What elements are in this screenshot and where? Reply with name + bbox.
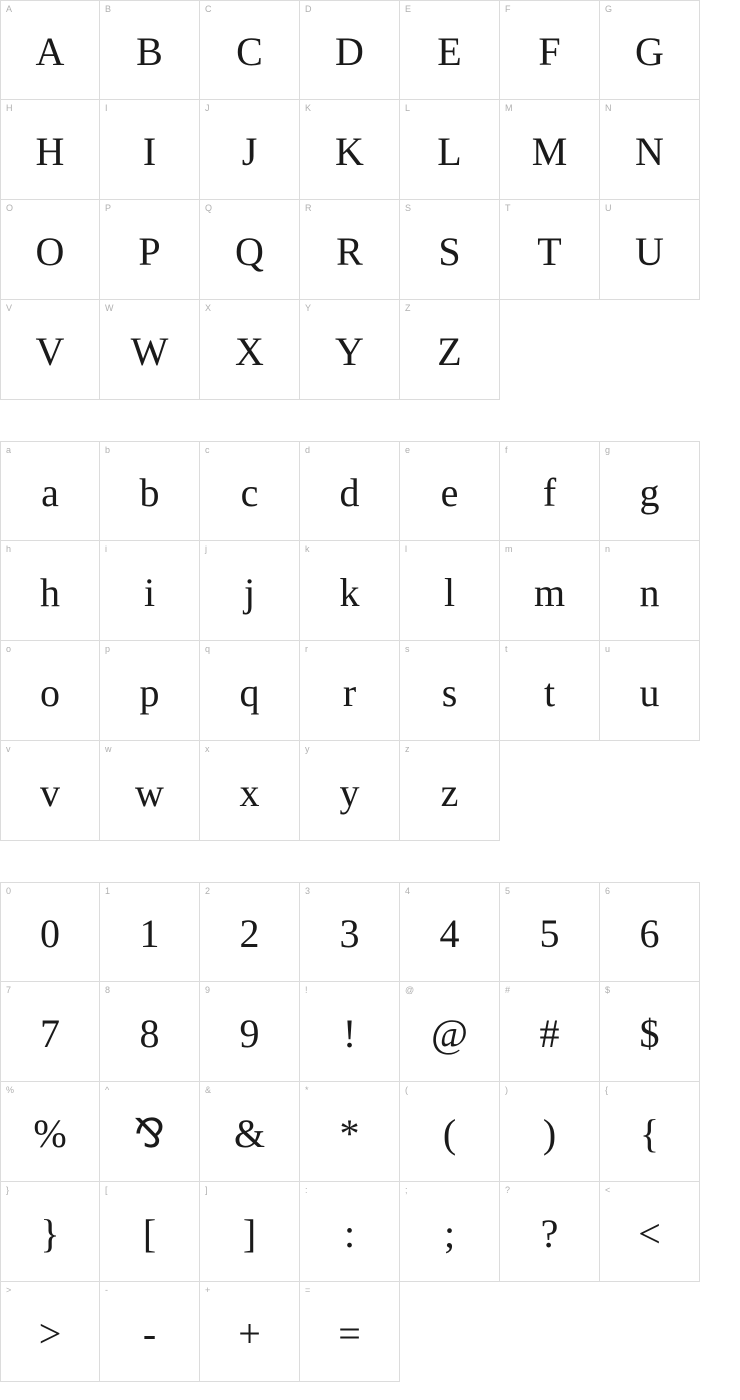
glyph-label: K: [305, 103, 312, 113]
glyph-cell: [500, 1082, 600, 1182]
glyph-label: *: [305, 1085, 309, 1095]
glyph-cell: [500, 1182, 600, 1282]
glyph-label: A: [6, 4, 13, 14]
glyph-character: m: [533, 569, 566, 615]
glyph-label: 0: [6, 886, 12, 896]
glyph-label: :: [305, 1185, 308, 1195]
glyph-label: Y: [305, 303, 312, 313]
glyph-cell: [200, 541, 300, 641]
glyph-cell: [600, 200, 700, 300]
glyph-label: 2: [205, 886, 211, 896]
glyph-grid-uppercase: [0, 0, 700, 400]
glyph-character: H: [35, 128, 65, 174]
glyph-label: -: [105, 1285, 108, 1295]
glyph-cell: [100, 0, 200, 100]
glyph-label: ^: [105, 1085, 110, 1095]
glyph-character: B: [136, 29, 163, 74]
glyph-character: l: [443, 569, 456, 615]
glyph-cell: [500, 982, 600, 1082]
glyph-character: y: [339, 769, 360, 815]
glyph-label: N: [605, 103, 612, 113]
glyph-character: 2: [239, 911, 260, 956]
glyph-character: 3: [339, 911, 360, 956]
glyph-label: j: [205, 544, 207, 554]
glyph-cell: [300, 882, 400, 982]
glyph-label: P: [105, 203, 112, 213]
glyph-character: A: [35, 29, 65, 74]
glyph-character: Y: [335, 328, 364, 374]
glyph-label: V: [6, 303, 13, 313]
glyph-cell: [500, 541, 600, 641]
glyph-label: ?: [505, 1185, 511, 1195]
glyph-character: 6: [639, 911, 660, 956]
glyph-cell: [600, 1182, 700, 1282]
glyph-label: F: [505, 4, 511, 14]
glyph-character: =: [338, 1310, 361, 1356]
glyph-character: P: [138, 228, 161, 274]
glyph-label: 8: [105, 985, 111, 995]
glyph-cell: [400, 441, 500, 541]
glyph-cell: [200, 882, 300, 982]
glyph-character: 0: [40, 911, 60, 956]
glyph-character: R: [336, 228, 363, 274]
glyph-label: M: [505, 103, 513, 113]
glyph-cell: [100, 1182, 200, 1282]
glyph-character: q: [239, 669, 260, 715]
glyph-section-digits-and-symbols: [0, 882, 740, 1382]
glyph-character: V: [35, 328, 65, 374]
glyph-label: T: [505, 203, 511, 213]
glyph-character: g: [639, 470, 660, 515]
glyph-character: O: [35, 228, 65, 274]
glyph-cell: [500, 100, 600, 200]
glyph-cell: [0, 0, 100, 100]
glyph-cell: [400, 541, 500, 641]
glyph-cell: [100, 100, 200, 200]
glyph-character: e: [440, 470, 459, 515]
glyph-cell: [0, 1282, 100, 1382]
glyph-cell: [400, 100, 500, 200]
glyph-label: W: [105, 303, 114, 313]
glyph-character: !: [342, 1010, 357, 1056]
glyph-character: D: [335, 29, 364, 74]
glyph-label: S: [405, 203, 412, 213]
glyph-cell: [300, 641, 400, 741]
glyph-cell: [300, 441, 400, 541]
glyph-label: k: [305, 544, 310, 554]
glyph-cell: [400, 0, 500, 100]
glyph-character: G: [635, 29, 664, 74]
glyph-label: I: [105, 103, 108, 113]
glyph-label: ): [505, 1085, 508, 1095]
glyph-character: k: [339, 569, 360, 615]
glyph-cell: [300, 300, 400, 400]
glyph-label: p: [105, 644, 111, 654]
glyph-character: ;: [443, 1210, 456, 1256]
glyph-cell: [600, 541, 700, 641]
glyph-label: 7: [6, 985, 12, 995]
glyph-character: Z: [437, 328, 462, 374]
glyph-cell: [100, 1282, 200, 1382]
glyph-label: 9: [205, 985, 211, 995]
glyph-cell: [600, 882, 700, 982]
glyph-label: x: [205, 744, 210, 754]
glyph-character: ): [542, 1110, 557, 1156]
glyph-label: 3: [305, 886, 311, 896]
glyph-label: a: [6, 445, 12, 455]
glyph-character: [: [142, 1210, 157, 1256]
glyph-cell: [600, 1082, 700, 1182]
glyph-cell: [200, 200, 300, 300]
glyph-character: a: [41, 470, 59, 515]
glyph-cell: [200, 300, 300, 400]
glyph-label: 1: [105, 886, 111, 896]
glyph-label: o: [6, 644, 12, 654]
glyph-label: z: [405, 744, 410, 754]
glyph-cell: [300, 1182, 400, 1282]
glyph-cell: [0, 300, 100, 400]
glyph-label: =: [305, 1285, 311, 1295]
glyph-cell: [0, 882, 100, 982]
glyph-label: c: [205, 445, 210, 455]
glyph-character: &: [233, 1110, 266, 1156]
glyph-character: S: [438, 228, 461, 274]
glyph-character: {: [639, 1110, 660, 1156]
glyph-label: E: [405, 4, 412, 14]
glyph-cell: [600, 0, 700, 100]
glyph-cell: [100, 200, 200, 300]
glyph-cell: [100, 441, 200, 541]
glyph-character: -: [142, 1310, 157, 1356]
glyph-character: x: [239, 769, 260, 815]
glyph-character: C: [236, 29, 263, 74]
glyph-character: p: [139, 669, 160, 715]
glyph-character: 4: [439, 911, 460, 956]
glyph-character: f: [542, 470, 557, 515]
glyph-label: Z: [405, 303, 411, 313]
glyph-cell: [100, 541, 200, 641]
glyph-cell: [400, 300, 500, 400]
glyph-cell: [300, 200, 400, 300]
glyph-character: 1: [139, 911, 160, 956]
glyph-label: L: [405, 103, 411, 113]
glyph-label: {: [605, 1085, 609, 1095]
glyph-character: W: [130, 328, 169, 374]
glyph-character: r: [342, 669, 357, 715]
glyph-character: ⅋: [133, 1110, 166, 1156]
glyph-cell: [300, 100, 400, 200]
glyph-character: u: [639, 669, 660, 715]
glyph-label: 5: [505, 886, 511, 896]
glyph-label: y: [305, 744, 310, 754]
glyph-label: h: [6, 544, 12, 554]
glyph-character: #: [539, 1010, 560, 1056]
glyph-character: I: [142, 128, 157, 174]
glyph-label: 4: [405, 886, 411, 896]
glyph-cell: [500, 0, 600, 100]
glyph-character: 7: [40, 1010, 60, 1056]
glyph-cell: [200, 641, 300, 741]
glyph-cell: [500, 441, 600, 541]
glyph-label: R: [305, 203, 312, 213]
glyph-label: [: [105, 1185, 108, 1195]
glyph-label: %: [6, 1085, 15, 1095]
glyph-label: (: [405, 1085, 408, 1095]
glyph-cell: [400, 1182, 500, 1282]
glyph-character: ?: [540, 1210, 559, 1256]
glyph-character: %: [33, 1110, 67, 1156]
glyph-character: J: [241, 128, 258, 174]
glyph-label: s: [405, 644, 410, 654]
glyph-label: }: [6, 1185, 10, 1195]
glyph-cell: [200, 982, 300, 1082]
glyph-character: c: [240, 470, 259, 515]
glyph-character: (: [442, 1110, 457, 1156]
glyph-label: Q: [205, 203, 213, 213]
glyph-cell: [600, 100, 700, 200]
glyph-character: d: [339, 470, 360, 515]
glyph-character: t: [543, 669, 556, 715]
glyph-character: K: [335, 128, 364, 174]
glyph-character: @: [431, 1010, 468, 1056]
glyph-label: D: [305, 4, 312, 14]
glyph-label: #: [505, 985, 511, 995]
glyph-label: ]: [205, 1185, 208, 1195]
glyph-character: ]: [242, 1210, 257, 1256]
glyph-cell: [500, 200, 600, 300]
glyph-character: n: [639, 569, 660, 615]
glyph-cell: [300, 541, 400, 641]
glyph-label: U: [605, 203, 612, 213]
glyph-character: w: [135, 769, 164, 815]
glyph-cell: [200, 100, 300, 200]
glyph-cell: [600, 982, 700, 1082]
glyph-character: 9: [239, 1010, 260, 1056]
glyph-label: q: [205, 644, 211, 654]
glyph-cell: [0, 1082, 100, 1182]
glyph-character: s: [441, 669, 458, 715]
glyph-cell: [600, 641, 700, 741]
glyph-label: i: [105, 544, 107, 554]
glyph-label: g: [605, 445, 611, 455]
glyph-character: 8: [139, 1010, 160, 1056]
glyph-label: >: [6, 1285, 12, 1295]
glyph-cell: [400, 200, 500, 300]
glyph-cell: [200, 0, 300, 100]
glyph-label: <: [605, 1185, 611, 1195]
glyph-character: b: [139, 470, 160, 515]
glyph-character: <: [638, 1210, 661, 1256]
glyph-cell: [300, 1282, 400, 1382]
glyph-label: H: [6, 103, 13, 113]
glyph-cell: [400, 882, 500, 982]
glyph-character: T: [537, 228, 562, 274]
glyph-label: f: [505, 445, 508, 455]
glyph-cell: [0, 541, 100, 641]
glyph-character: +: [238, 1310, 261, 1356]
glyph-label: w: [105, 744, 112, 754]
glyph-cell: [300, 1082, 400, 1182]
glyph-cell: [200, 741, 300, 841]
glyph-character: >: [38, 1310, 62, 1356]
glyph-label: t: [505, 644, 508, 654]
glyph-cell: [0, 200, 100, 300]
glyph-character: E: [437, 29, 462, 74]
glyph-label: B: [105, 4, 112, 14]
glyph-label: v: [6, 744, 11, 754]
glyph-cell: [200, 441, 300, 541]
glyph-cell: [400, 641, 500, 741]
glyph-cell: [0, 982, 100, 1082]
glyph-label: X: [205, 303, 212, 313]
glyph-label: u: [605, 644, 611, 654]
glyph-label: 6: [605, 886, 611, 896]
glyph-character: M: [531, 128, 568, 174]
glyph-character: $: [639, 1010, 660, 1056]
glyph-cell: [100, 741, 200, 841]
glyph-character: Q: [235, 228, 264, 274]
glyph-cell: [500, 641, 600, 741]
glyph-cell: [100, 641, 200, 741]
glyph-cell: [100, 882, 200, 982]
glyph-cell: [300, 0, 400, 100]
glyph-character: N: [635, 128, 664, 174]
glyph-character: z: [440, 769, 459, 815]
glyph-character: }: [40, 1210, 60, 1256]
glyph-cell: [200, 1282, 300, 1382]
glyph-label: $: [605, 985, 611, 995]
glyph-character: 5: [539, 911, 560, 956]
glyph-section-lowercase: [0, 441, 740, 841]
glyph-character: j: [243, 569, 256, 615]
glyph-cell: [0, 100, 100, 200]
glyph-cell: [400, 982, 500, 1082]
glyph-label: @: [405, 985, 415, 995]
glyph-character: X: [235, 328, 264, 374]
glyph-label: n: [605, 544, 611, 554]
glyph-cell: [0, 1182, 100, 1282]
glyph-character: h: [40, 569, 60, 615]
glyph-label: d: [305, 445, 311, 455]
glyph-character: U: [635, 228, 664, 274]
glyph-cell: [0, 441, 100, 541]
glyph-cell: [100, 300, 200, 400]
glyph-cell: [600, 441, 700, 541]
glyph-character: L: [437, 128, 462, 174]
glyph-character: *: [339, 1110, 360, 1156]
glyph-character: o: [40, 669, 60, 715]
glyph-cell: [300, 982, 400, 1082]
glyph-cell: [300, 741, 400, 841]
glyph-cell: [200, 1082, 300, 1182]
glyph-grid-digits-and-symbols: [0, 882, 700, 1382]
glyph-cell: [100, 982, 200, 1082]
glyph-label: r: [305, 644, 308, 654]
glyph-cell: [0, 741, 100, 841]
glyph-label: l: [405, 544, 407, 554]
glyph-character: :: [343, 1210, 356, 1256]
glyph-label: C: [205, 4, 212, 14]
glyph-cell: [200, 1182, 300, 1282]
glyph-label: G: [605, 4, 613, 14]
glyph-label: e: [405, 445, 411, 455]
glyph-label: J: [205, 103, 210, 113]
glyph-label: b: [105, 445, 111, 455]
glyph-label: !: [305, 985, 308, 995]
glyph-cell: [100, 1082, 200, 1182]
glyph-character: F: [538, 29, 561, 74]
glyph-label: ;: [405, 1185, 408, 1195]
glyph-cell: [0, 641, 100, 741]
glyph-character: i: [143, 569, 156, 615]
glyph-character: v: [40, 769, 60, 815]
glyph-label: +: [205, 1285, 211, 1295]
glyph-grid-lowercase: [0, 441, 700, 841]
glyph-cell: [500, 882, 600, 982]
glyph-cell: [400, 1082, 500, 1182]
glyph-cell: [400, 741, 500, 841]
glyph-section-uppercase: [0, 0, 740, 400]
glyph-label: O: [6, 203, 14, 213]
glyph-label: m: [505, 544, 513, 554]
glyph-label: &: [205, 1085, 212, 1095]
